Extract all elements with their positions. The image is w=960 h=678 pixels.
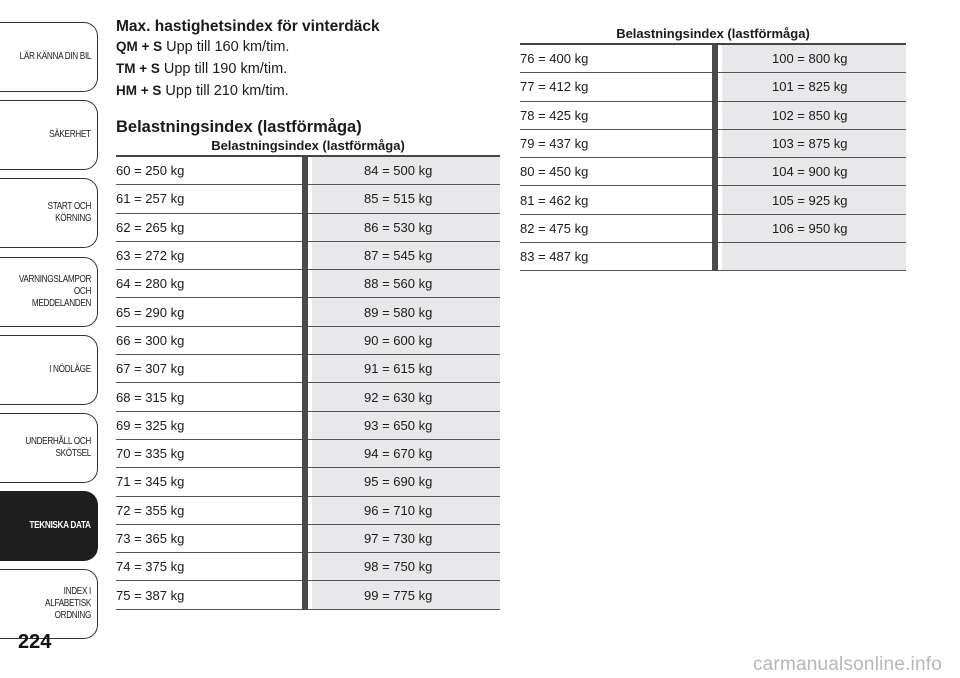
table-row: [116, 326, 500, 354]
load-index-cell: 84 = 500 kg: [312, 156, 500, 185]
table-row: [116, 553, 500, 581]
sidebar-tab-5[interactable]: [0, 335, 98, 405]
load-index-cell: 102 = 850 kg: [722, 101, 906, 129]
sidebar-tab-8[interactable]: [0, 569, 98, 639]
load-index-cell: 101 = 825 kg: [722, 73, 906, 101]
load-index-cell: 76 = 400 kg: [520, 44, 712, 73]
load-index-cell: 73 = 365 kg: [116, 524, 302, 552]
load-index-cell: 81 = 462 kg: [520, 186, 712, 214]
sidebar-tab-6[interactable]: [0, 413, 98, 483]
sidebar-tab-label: TEKNISKA DATA: [29, 520, 91, 531]
load-index-cell: 78 = 425 kg: [520, 101, 712, 129]
load-index-heading: Belastningsindex (lastförmåga): [116, 118, 362, 136]
table-row: [116, 468, 500, 496]
sidebar-tab-label: INDEX I ALFABETISK ORDNING: [45, 586, 91, 621]
table-row: [116, 156, 500, 185]
load-index-cell: 98 = 750 kg: [312, 553, 500, 581]
load-index-cell: 66 = 300 kg: [116, 326, 302, 354]
table-row: [520, 73, 906, 101]
load-table-left-caption: Belastningsindex (lastförmåga): [211, 138, 405, 153]
load-index-cell: 93 = 650 kg: [312, 411, 500, 439]
sidebar-tab-label: UNDERHÅLL OCH SKÖTSEL: [25, 436, 91, 459]
table-row: [116, 241, 500, 269]
load-index-cell: 69 = 325 kg: [116, 411, 302, 439]
table-row: [520, 158, 906, 186]
table-row: [116, 383, 500, 411]
load-table-right-caption: Belastningsindex (lastförmåga): [616, 26, 810, 41]
table-row: [116, 213, 500, 241]
sidebar-tab-1[interactable]: [0, 22, 98, 92]
load-index-cell: 92 = 630 kg: [312, 383, 500, 411]
load-index-cell: 89 = 580 kg: [312, 298, 500, 326]
load-index-cell: 85 = 515 kg: [312, 185, 500, 213]
content-left: [116, 18, 500, 610]
table-row: [116, 496, 500, 524]
sidebar-tab-label: VARNINGSLAMPOR OCH MEDDELANDEN: [18, 274, 91, 309]
load-index-cell: 90 = 600 kg: [312, 326, 500, 354]
sidebar-tab-label: I NÖDLÄGE: [49, 364, 91, 375]
load-index-cell: 103 = 875 kg: [722, 129, 906, 157]
table-row: [520, 243, 906, 271]
load-index-cell: 77 = 412 kg: [520, 73, 712, 101]
load-index-table-left: [116, 155, 500, 610]
content-right: [520, 25, 906, 271]
load-index-cell: 99 = 775 kg: [312, 581, 500, 609]
load-index-cell: 67 = 307 kg: [116, 355, 302, 383]
speed-index-text: Upp till 190 km/tim.: [163, 61, 288, 77]
table-row: [520, 186, 906, 214]
load-index-cell: 72 = 355 kg: [116, 496, 302, 524]
sidebar-tab-7[interactable]: [0, 491, 98, 561]
load-index-cell: 60 = 250 kg: [116, 156, 302, 185]
table-row: [116, 355, 500, 383]
speed-index-text: Upp till 210 km/tim.: [165, 83, 289, 99]
speed-index-row: [116, 80, 500, 102]
speed-index-code: TM + S: [116, 61, 160, 76]
load-index-cell: 105 = 925 kg: [722, 186, 906, 214]
table-row: [520, 214, 906, 242]
page-number: 224: [18, 631, 52, 653]
load-index-cell: 82 = 475 kg: [520, 214, 712, 242]
table-row: [116, 185, 500, 213]
load-index-cell: 83 = 487 kg: [520, 243, 712, 271]
speed-index-text: Upp till 160 km/tim.: [166, 39, 290, 55]
load-index-cell: 75 = 387 kg: [116, 581, 302, 609]
load-index-cell: 86 = 530 kg: [312, 213, 500, 241]
table-row: [520, 129, 906, 157]
load-index-cell: 65 = 290 kg: [116, 298, 302, 326]
load-index-table-right: [520, 43, 906, 271]
load-index-cell: 68 = 315 kg: [116, 383, 302, 411]
load-index-cell: 106 = 950 kg: [722, 214, 906, 242]
table-row: [116, 270, 500, 298]
sidebar-tab-label: LÄR KÄNNA DIN BIL: [19, 51, 91, 62]
table-row: [116, 524, 500, 552]
load-index-cell: 63 = 272 kg: [116, 241, 302, 269]
load-index-cell: 95 = 690 kg: [312, 468, 500, 496]
table-row: [116, 411, 500, 439]
sidebar-tab-label: SÄKERHET: [49, 129, 91, 140]
speed-index-list: [116, 36, 500, 102]
load-index-cell: 96 = 710 kg: [312, 496, 500, 524]
load-index-cell: 79 = 437 kg: [520, 129, 712, 157]
table-row: [520, 44, 906, 73]
table-row: [520, 101, 906, 129]
table-row: [116, 298, 500, 326]
load-index-cell: 97 = 730 kg: [312, 524, 500, 552]
sidebar-tab-2[interactable]: [0, 100, 98, 170]
speed-index-heading: Max. hastighetsindex för vinterdäck: [116, 18, 380, 35]
load-index-cell: 62 = 265 kg: [116, 213, 302, 241]
load-index-cell: [722, 243, 906, 271]
sidebar-tab-3[interactable]: [0, 178, 98, 248]
load-index-cell: 71 = 345 kg: [116, 468, 302, 496]
speed-index-row: [116, 58, 500, 80]
load-index-cell: 100 = 800 kg: [722, 44, 906, 73]
load-index-cell: 74 = 375 kg: [116, 553, 302, 581]
load-index-cell: 104 = 900 kg: [722, 158, 906, 186]
load-index-cell: 88 = 560 kg: [312, 270, 500, 298]
load-index-cell: 91 = 615 kg: [312, 355, 500, 383]
sidebar-tab-label: START OCH KÖRNING: [47, 201, 91, 224]
speed-index-row: [116, 36, 500, 58]
watermark: carmanualsonline.info: [752, 654, 942, 675]
table-row: [116, 581, 500, 609]
sidebar-tab-4[interactable]: [0, 257, 98, 327]
speed-index-code: HM + S: [116, 83, 162, 98]
load-index-cell: 70 = 335 kg: [116, 439, 302, 467]
load-index-cell: 94 = 670 kg: [312, 439, 500, 467]
load-index-cell: 87 = 545 kg: [312, 241, 500, 269]
load-index-cell: 64 = 280 kg: [116, 270, 302, 298]
load-index-cell: 80 = 450 kg: [520, 158, 712, 186]
load-index-cell: 61 = 257 kg: [116, 185, 302, 213]
speed-index-code: QM + S: [116, 39, 163, 54]
table-row: [116, 439, 500, 467]
